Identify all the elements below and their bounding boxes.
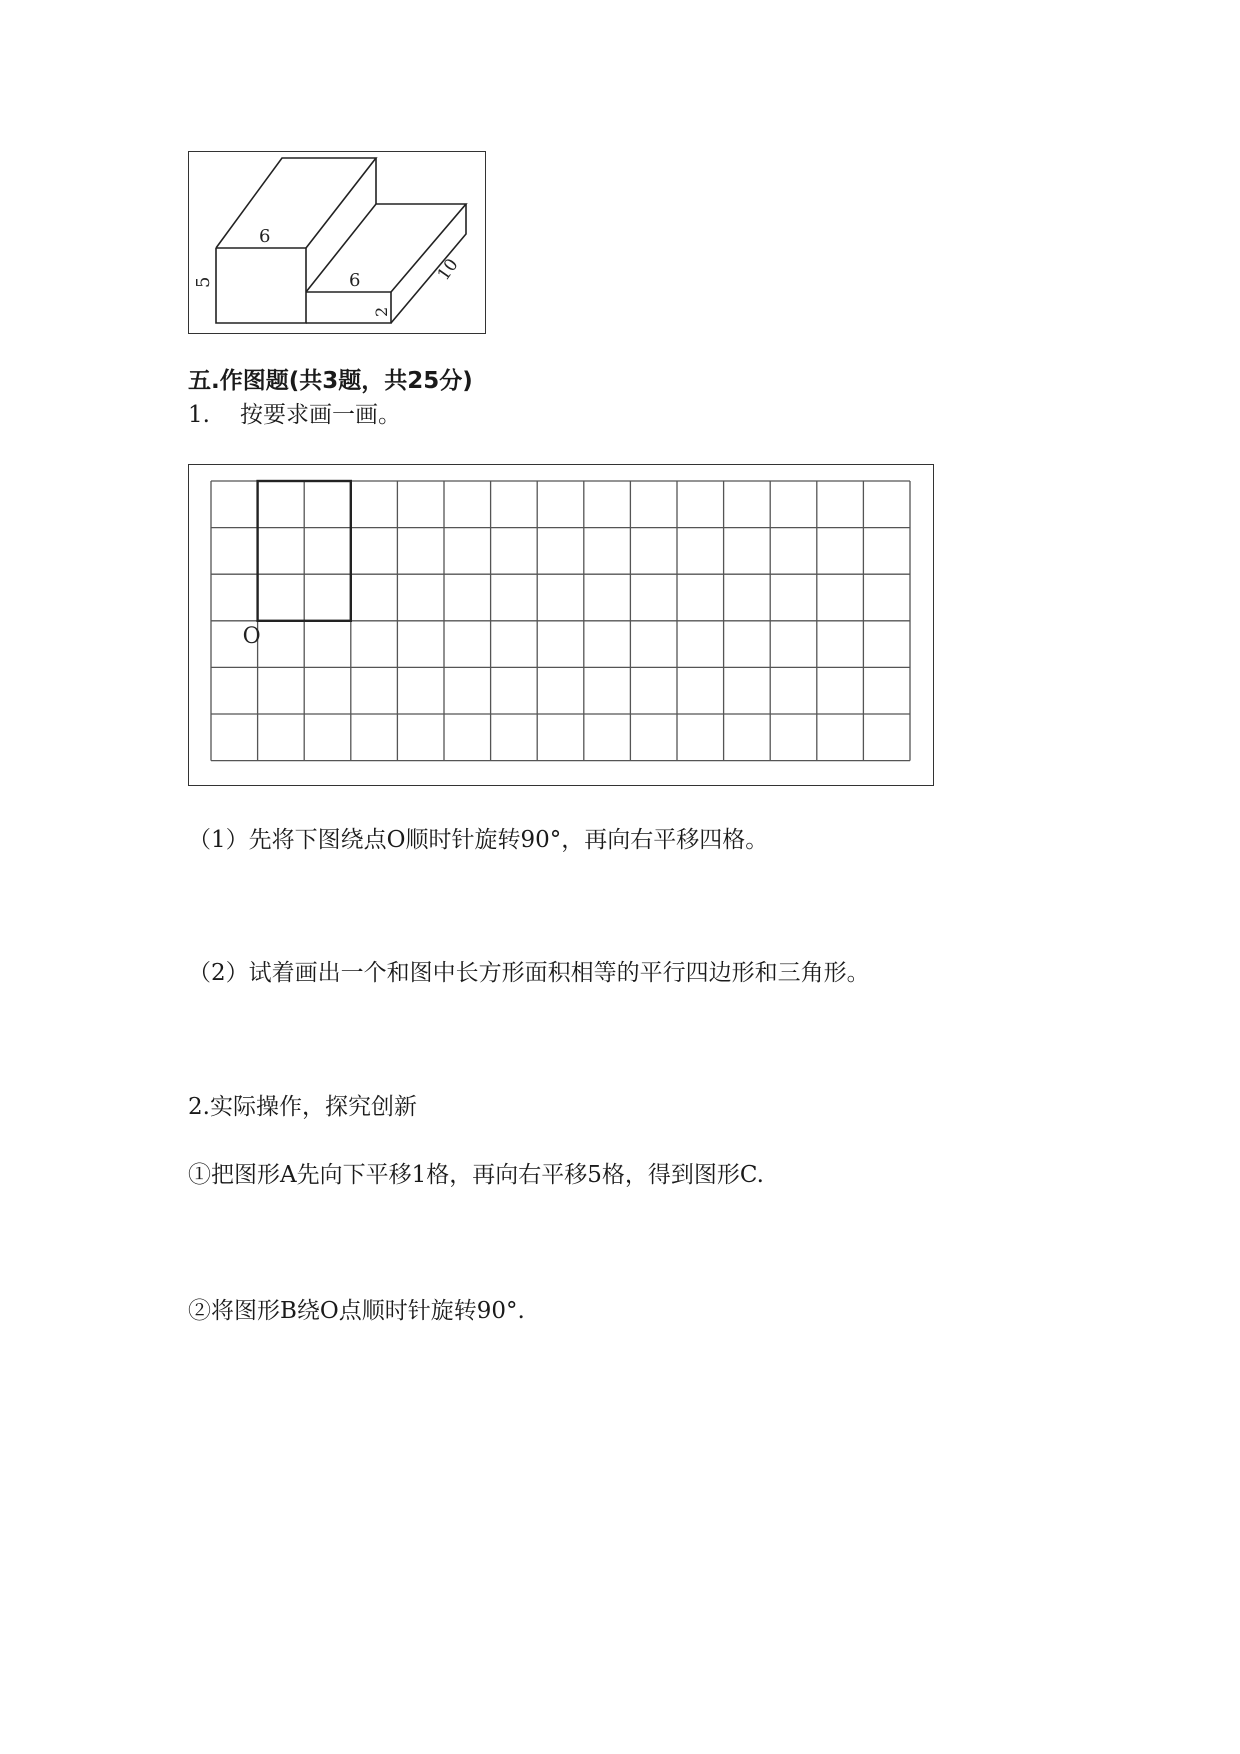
label-step-width: 6 xyxy=(349,270,361,291)
question2-title: 2.实际操作，探究创新 xyxy=(188,1094,417,1120)
grid-figure xyxy=(188,464,934,786)
question1-number: 1. xyxy=(188,402,210,428)
question1-part2: （2）试着画出一个和图中长方形面积相等的平行四边形和三角形。 xyxy=(188,960,870,986)
label-left-height: 5 xyxy=(193,276,214,288)
tall-block-front xyxy=(216,248,306,323)
label-top-width: 6 xyxy=(259,226,271,247)
question1-prompt: 按要求画一画。 xyxy=(240,402,401,428)
stepped-solid-figure xyxy=(188,151,486,334)
stepped-solid-drawing xyxy=(189,152,485,333)
section-title: 五.作图题(共3题，共25分) xyxy=(188,368,473,394)
square-grid xyxy=(189,465,933,785)
question2-step2: ②将图形B绕O点顺时针旋转90°. xyxy=(188,1298,525,1324)
label-step-height: 2 xyxy=(372,306,391,317)
question2-step1: ①把图形A先向下平移1格，再向右平移5格，得到图形C. xyxy=(188,1162,764,1188)
question1-part1: （1）先将下图绕点O顺时针旋转90°，再向右平移四格。 xyxy=(188,827,769,853)
point-o-label: O xyxy=(242,623,261,649)
label-depth: 10 xyxy=(433,255,463,285)
